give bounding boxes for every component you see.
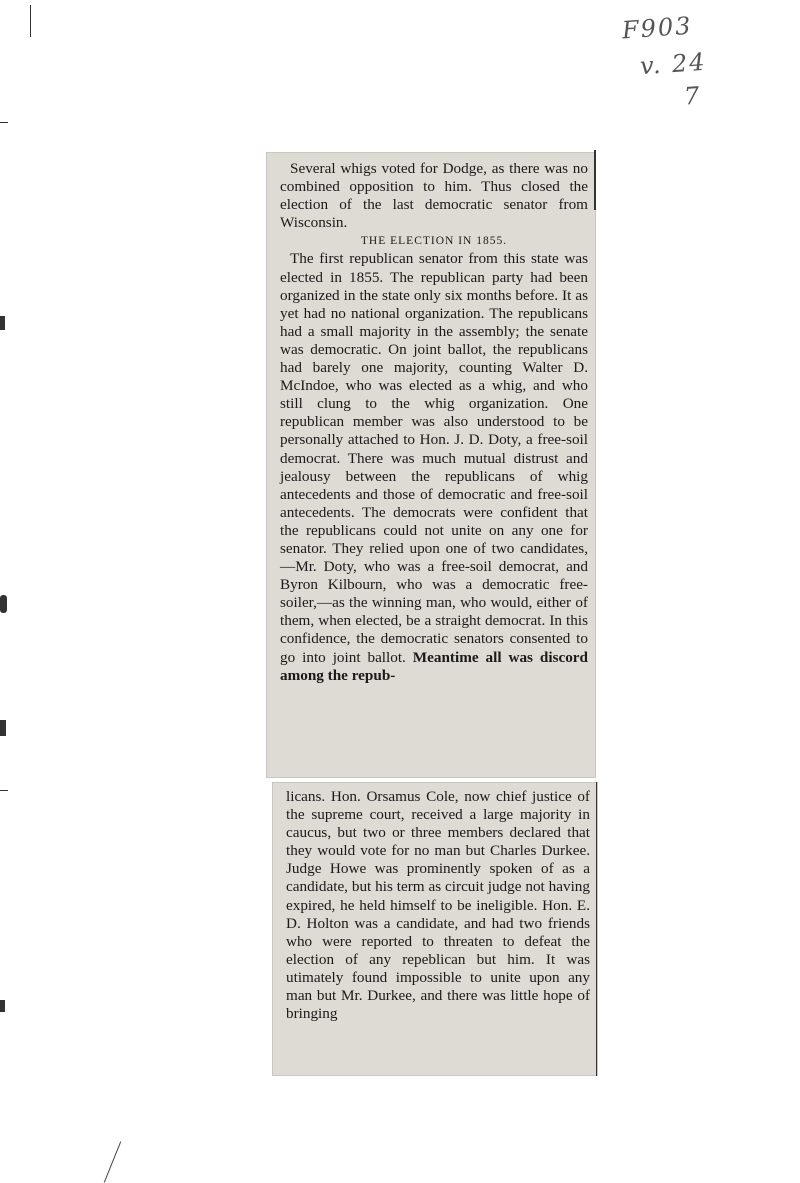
newspaper-clipping-part1 bbox=[266, 152, 596, 778]
handwritten-annotation-line1: F903 bbox=[621, 11, 694, 45]
edge-mark bbox=[0, 316, 5, 330]
edge-tick bbox=[0, 122, 8, 123]
edge-tick bbox=[0, 790, 8, 791]
section-heading: THE ELECTION IN 1855. bbox=[360, 235, 508, 248]
clipping-column bbox=[280, 160, 588, 685]
clipping-border bbox=[594, 150, 596, 210]
paragraph: licans. Hon. Orsamus Cole, now chief justice of the supreme court, received a large majority in caucus, but two or three members declared that they would vote for no man but Charles Durkee. Judge Howe was prominently spoken of as a candidate, but his term as circuit judge not having expired, he held himself to be ineligible. Hon. E. D. Holton was a candidate, and had two friends who were reported to threaten to defeat the election of any repeblican but him. It was utimately found impossible to unite upon any man but Mr. Durkee, and there was little hope of bringing bbox=[286, 788, 590, 1023]
edge-mark bbox=[0, 720, 6, 736]
edge-mark bbox=[0, 595, 7, 613]
handwritten-annotation-line3: 7 bbox=[683, 81, 703, 111]
paragraph: Several whigs voted for Dodge, as there was no combined opposition to him. Thus closed the election of the last democratic senator from Wisconsin. bbox=[280, 160, 588, 232]
paragraph-text: The first republican senator from this state was elected in 1855. The republican party had been organized in the state only six months before. It as yet had no national organization. The republicans had a small majority in the assembly; the senate was democratic. On joint ballot, the republicans had barely one majority, counting Walter D. McIndoe, who was elected as a whig, and who still clung to the whig organization. One republican member was also understood to be personally attached to Hon. J. D. Doty, a free-soil democrat. There was much mutual distrust and jealousy between the republicans of whig antecedents and those of democratic and free-soil antecedents. The democrats were confident that the republicans could not unite on any one for senator. They relied upon one of two candidates,—Mr. Doty, who was a free-soil democrat, and Byron Kilbourn, who was a democratic free-soiler,—as the winning man, who would, either of them, when elected, be a straight democrat. In this confidence, the democratic senators consented to go into joint ballot. bbox=[280, 250, 588, 666]
paragraph-tail: Meantime all was discord among the repub- bbox=[280, 648, 588, 684]
pencil-stroke bbox=[104, 1141, 121, 1182]
edge-mark bbox=[0, 1000, 5, 1012]
newspaper-clipping-part2 bbox=[272, 782, 598, 1076]
paragraph bbox=[280, 250, 588, 684]
edge-tick bbox=[30, 5, 31, 37]
clipping-border bbox=[596, 782, 597, 1076]
handwritten-annotation-line2: v. 24 bbox=[639, 47, 708, 81]
clipping-column bbox=[286, 788, 590, 1023]
